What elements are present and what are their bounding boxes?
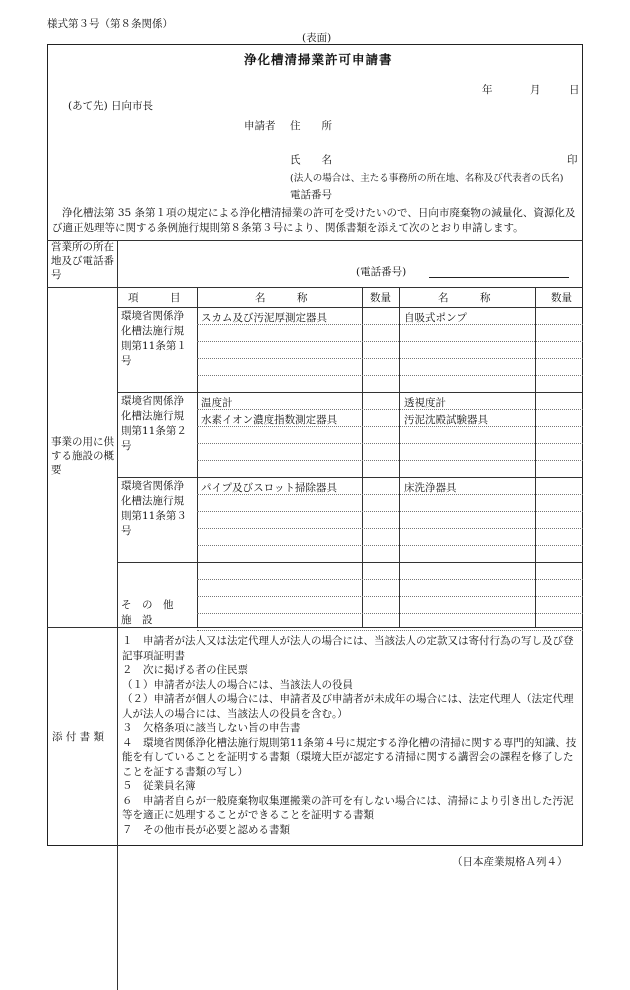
attachment-item: ６ 申請者自らが一般廃棄物収集運搬業の許可を有しない場合には、清掃により引き出した汚泥等を適正に処理することができることを証明する書類 — [122, 794, 574, 821]
col-qty-header-2: 数量 — [551, 292, 572, 304]
attachment-item: ３ 欠格条項に該当しない旨の申告書 — [122, 722, 301, 734]
facility-item-name[interactable]: パイプ及びスロット掃除器具 — [201, 482, 337, 494]
attachments-label: 添 付 書 類 — [52, 731, 105, 743]
col-name-header: 名 称 — [255, 292, 308, 304]
date-month: 月 — [530, 84, 541, 96]
attachment-item: （１）申請者が法人の場合には、当該法人の役員 — [122, 678, 353, 691]
applicant-note: (法人の場合は、主たる事務所の所在地、名称及び代表者の氏名) — [290, 173, 564, 184]
attachment-item: ４ 環境省関係浄化槽法施行規則第11条第４号に規定する浄化槽の清掃に関する専門的知識、技能を有していることを証明する書類（環境大臣が認定する清掃に関する講習会の課程を修了したことを証する書類の写し） — [122, 736, 577, 778]
office-phone-field[interactable] — [429, 277, 569, 278]
date-year: 年 — [482, 84, 493, 96]
intro-text: 浄化槽法第 35 条第１項の規定による浄化槽清掃業の許可を受けたいので、日向市廃棄物の減量化、資源化及び適正処理等に関する条例施行規則第８条第３号により、関係書類を添えて次のとおり申請します。 — [52, 207, 576, 234]
form-number: 様式第３号（第８条関係） — [47, 18, 173, 30]
facilities-label: 事業の用に供する施設の概要 — [51, 436, 114, 476]
office-phone-label: (電話番号) — [356, 266, 407, 278]
facility-item-name[interactable]: 床洗浄器具 — [404, 482, 457, 494]
col-name-header-2: 名 称 — [438, 292, 491, 304]
col-item-header: 項 目 — [128, 292, 181, 304]
facility-item-name[interactable]: スカム及び汚泥厚測定器具 — [201, 312, 327, 324]
applicant-address-label[interactable]: 住 所 — [290, 120, 332, 132]
col-qty-header: 数量 — [370, 292, 391, 304]
attachment-item: ２ 次に掲げる者の住民票 — [122, 664, 248, 676]
seal-mark: 印 — [567, 154, 578, 166]
addressee: (あて先) 日向市長 — [68, 100, 154, 112]
facility-group-label: 環境省関係浄化槽法施行規則第11条第１号 — [121, 310, 187, 367]
attachments-list — [122, 634, 578, 837]
facility-item-name[interactable]: 自吸式ポンプ — [404, 312, 467, 324]
attachment-item: （２）申請者が個人の場合には、申請者及び申請者が未成年の場合には、法定代理人（法定代理人が法人の場合には、当該法人の役員を含む。） — [122, 693, 574, 720]
applicant-label: 申請者 — [244, 120, 276, 132]
attachment-item: ５ 従業員名簿 — [122, 780, 196, 792]
facility-item-name[interactable]: 水素イオン濃度指数測定器具 — [201, 414, 338, 426]
applicant-name-label[interactable]: 氏 名 — [290, 154, 332, 166]
date-day: 日 — [569, 84, 580, 96]
attachment-item: ７ その他市長が必要と認める書類 — [122, 823, 290, 836]
footer-standard: （日本産業規格Ａ列４） — [452, 856, 568, 868]
facility-group-label: 環境省関係浄化槽法施行規則第11条第３号 — [121, 480, 187, 537]
facility-item-name[interactable]: 透視度計 — [404, 397, 446, 409]
facility-group-label: そ の 他 施 設 — [121, 599, 184, 626]
form-title: 浄化槽清掃業許可申請書 — [244, 52, 393, 67]
face-label: (表面) — [302, 32, 332, 44]
facility-item-name[interactable]: 温度計 — [201, 397, 233, 409]
applicant-phone-label[interactable]: 電話番号 — [290, 189, 332, 201]
facility-item-name[interactable]: 汚泥沈殿試験器具 — [404, 414, 488, 426]
office-label: 営業所の所在地及び電話番号 — [51, 241, 114, 281]
facility-group-label: 環境省関係浄化槽法施行規則第11条第２号 — [121, 395, 187, 452]
attachment-item: １ 申請者が法人又は法定代理人が法人の場合には、当該法人の定款又は寄付行為の写し及び登記事項証明書 — [122, 635, 574, 662]
